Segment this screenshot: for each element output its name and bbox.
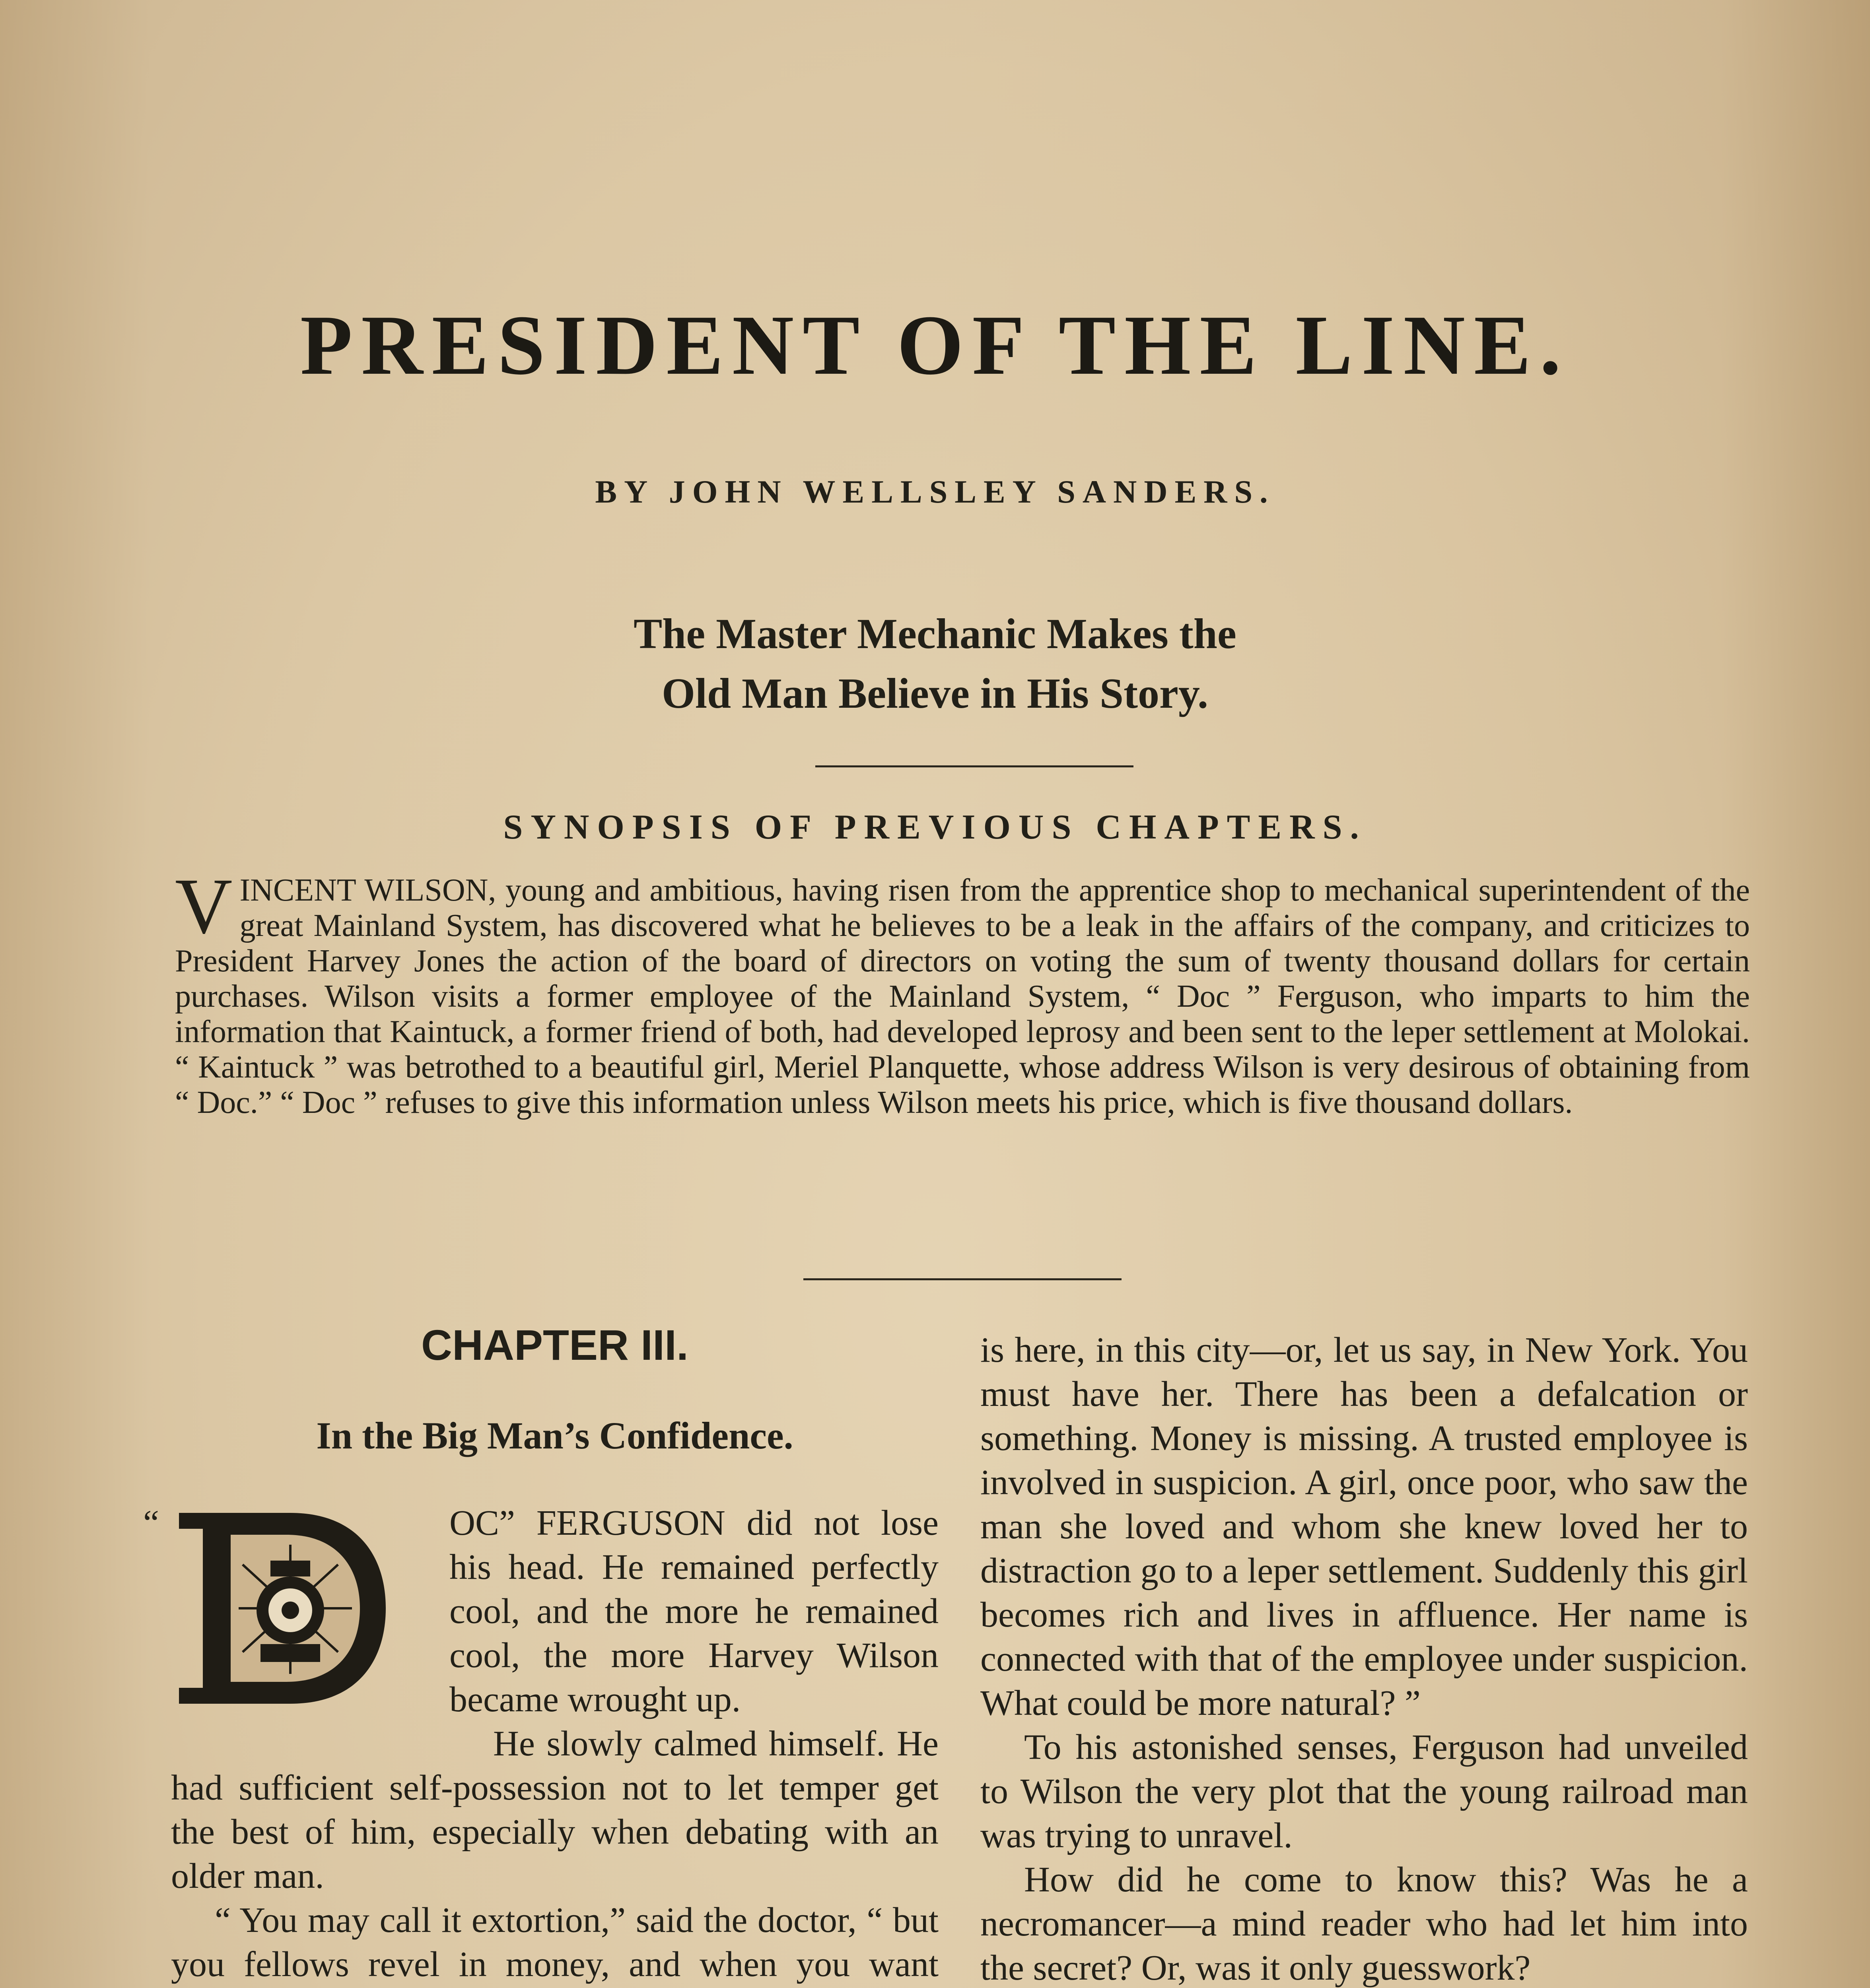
author-byline: BY JOHN WELLSLEY SANDERS.: [595, 474, 1275, 510]
synopsis-text: INCENT WILSON, young and ambitious, having risen from the apprentice shop to mechanical superintendent of the great Mainland System, has discovered what he believes to be a leak in the affairs of the company, and criticizes to President Harvey Jones the action of the board of directors on voting the sum of twenty thousand dollars for certain purchases. Wilson visits a former employee of the Mainland System, “ Doc ” Ferguson, who imparts to him the information that Kaintuck, a former friend of both, had developed leprosy and been sent to the leper settlement at Molokai. “ Kaintuck ” was betrothed to a beautiful girl, Meriel Planquette, whose address Wilson is very desirous of obtaining from “ Doc.” “ Doc ” refuses to give this information unless Wilson meets his price, which is five thousand dollars.: [175, 873, 1750, 1120]
decorative-dropcap: [143, 1501, 394, 1724]
chapter-subheading: In the Big Man’s Confidence.: [316, 1414, 793, 1457]
chapter-heading: CHAPTER III.: [421, 1321, 689, 1369]
text-column-right: [980, 1328, 1748, 1988]
ornate-letter-d-icon: [171, 1501, 394, 1716]
synopsis-heading: SYNOPSIS OF PREVIOUS CHAPTERS.: [503, 808, 1367, 846]
chapter-paragraph: How did he come to know this? Was he a necromancer—a mind reader who had let him into the secret? Or, was it only guesswork?: [980, 1860, 1748, 1988]
chapter-paragraph: “ You may call it extortion,” said the doctor, “ but you fellows revel in money, and when you want: [171, 1901, 939, 1984]
divider-rule-top: [815, 765, 1133, 767]
divider-rule-bottom: [803, 1278, 1122, 1280]
story-subtitle: [0, 604, 1870, 724]
subtitle-line-1: The Master Mechanic Makes the: [634, 610, 1236, 658]
synopsis-initial: V: [175, 862, 233, 950]
synopsis-paragraph: [175, 862, 1750, 1120]
chapter-paragraph: He slowly calmed himself. He had sufficient self-possession not to let temper get the best of him, especially when debating with an older man.: [171, 1724, 939, 1896]
dropcap-quote: “: [143, 1503, 159, 1543]
chapter-paragraph: OC” FERGUSON did not lose his head. He remained perfectly cool, and the more he remained cool, the more Harvey Wilson became wrought up.: [449, 1503, 939, 1719]
chapter-paragraph: is here, in this city—or, let us say, in New York. You must have her. There has been a defalcation or something. Money is missing. A trusted employee is involved in suspicion. A girl, once poor, who saw the man she loved and whom she knew loved her to distraction go to a leper settlement. Suddenly this girl becomes rich and lives in affluence. Her name is connected with that of the employee under suspicion. What could be more natural? ”: [980, 1330, 1748, 1723]
chapter-paragraph: To his astonished senses, Ferguson had unveiled to Wilson the very plot that the young railroad man was trying to unravel.: [980, 1728, 1748, 1855]
text-column-left: [143, 1501, 939, 1988]
story-title: PRESIDENT OF THE LINE.: [300, 297, 1570, 392]
subtitle-line-2: Old Man Believe in His Story.: [661, 670, 1209, 717]
